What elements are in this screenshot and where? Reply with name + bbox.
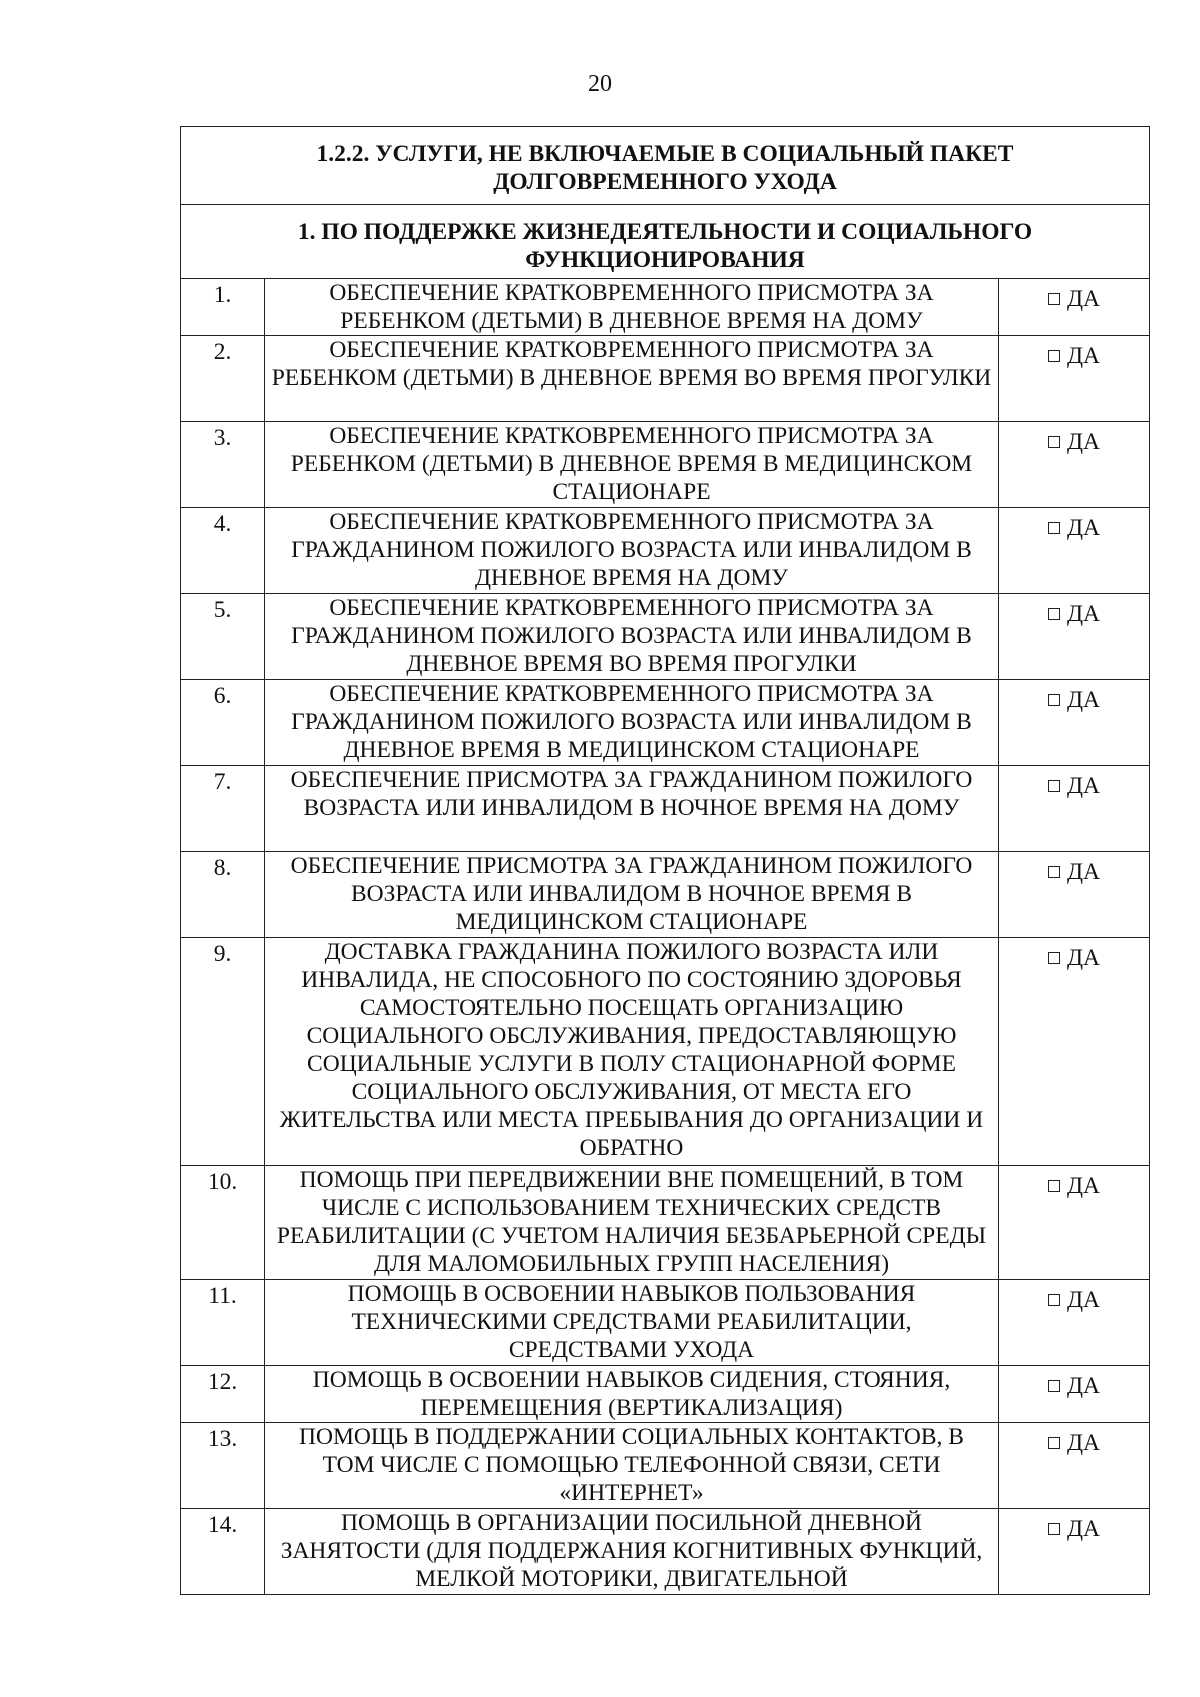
- answer-label: ДА: [1066, 1516, 1100, 1542]
- checkbox-icon[interactable]: [1048, 952, 1060, 964]
- checkbox-icon[interactable]: [1048, 866, 1060, 878]
- answer-cell: [999, 1423, 1150, 1509]
- checkbox-icon[interactable]: [1048, 1294, 1060, 1306]
- row-number: 4.: [181, 508, 265, 594]
- answer-cell: [999, 938, 1150, 1166]
- table-row: [181, 852, 1150, 938]
- checkbox-icon[interactable]: [1048, 293, 1060, 305]
- answer-label: ДА: [1066, 1287, 1100, 1313]
- page-number: 20: [588, 71, 612, 97]
- row-number: 9.: [181, 938, 265, 1166]
- answer-cell: [999, 336, 1150, 422]
- checkbox-icon[interactable]: [1048, 350, 1060, 362]
- row-number: 14.: [181, 1509, 265, 1595]
- service-name: ОБЕСПЕЧЕНИЕ КРАТКОВРЕМЕННОГО ПРИСМОТРА ЗА РЕБЕНКОМ (ДЕТЬМИ) В ДНЕВНОЕ ВРЕМЯ ВО ВРЕМЯ ПРОГУЛКИ: [265, 336, 999, 422]
- service-name: ПОМОЩЬ В ОСВОЕНИИ НАВЫКОВ ПОЛЬЗОВАНИЯ ТЕХНИЧЕСКИМИ СРЕДСТВАМИ РЕАБИЛИТАЦИИ, СРЕДСТВАМИ УХОДА: [265, 1280, 999, 1366]
- answer-label: ДА: [1066, 429, 1100, 455]
- service-name: ОБЕСПЕЧЕНИЕ КРАТКОВРЕМЕННОГО ПРИСМОТРА ЗА РЕБЕНКОМ (ДЕТЬМИ) В ДНЕВНОЕ ВРЕМЯ В МЕДИЦИНСКОМ СТАЦИОНАРЕ: [265, 422, 999, 508]
- answer-cell: [999, 422, 1150, 508]
- answer-label: ДА: [1066, 1430, 1100, 1456]
- table-row: [181, 1509, 1150, 1595]
- answer-label: ДА: [1066, 859, 1100, 885]
- checkbox-icon[interactable]: [1048, 1380, 1060, 1392]
- checkbox-icon[interactable]: [1048, 694, 1060, 706]
- row-number: 11.: [181, 1280, 265, 1366]
- service-name: ОБЕСПЕЧЕНИЕ ПРИСМОТРА ЗА ГРАЖДАНИНОМ ПОЖИЛОГО ВОЗРАСТА ИЛИ ИНВАЛИДОМ В НОЧНОЕ ВРЕМЯ В МЕДИЦИНСКОМ СТАЦИОНАРЕ: [265, 852, 999, 938]
- table-row: [181, 680, 1150, 766]
- checkbox-icon[interactable]: [1048, 522, 1060, 534]
- checkbox-icon[interactable]: [1048, 780, 1060, 792]
- checkbox-icon[interactable]: [1048, 608, 1060, 620]
- table-row: [181, 422, 1150, 508]
- answer-cell: [999, 279, 1150, 336]
- row-number: 1.: [181, 279, 265, 336]
- table-row: [181, 1366, 1150, 1423]
- service-name: ОБЕСПЕЧЕНИЕ КРАТКОВРЕМЕННОГО ПРИСМОТРА ЗА РЕБЕНКОМ (ДЕТЬМИ) В ДНЕВНОЕ ВРЕМЯ НА ДОМУ: [265, 279, 999, 336]
- service-name: ОБЕСПЕЧЕНИЕ КРАТКОВРЕМЕННОГО ПРИСМОТРА ЗА ГРАЖДАНИНОМ ПОЖИЛОГО ВОЗРАСТА ИЛИ ИНВАЛИДОМ В ДНЕВНОЕ ВРЕМЯ ВО ВРЕМЯ ПРОГУЛКИ: [265, 594, 999, 680]
- table-heading: 1.2.2. УСЛУГИ, НЕ ВКЛЮЧАЕМЫЕ В СОЦИАЛЬНЫЙ ПАКЕТ ДОЛГОВРЕМЕННОГО УХОДА: [181, 127, 1150, 205]
- row-number: 10.: [181, 1166, 265, 1280]
- service-name: ПОМОЩЬ В ПОДДЕРЖАНИИ СОЦИАЛЬНЫХ КОНТАКТОВ, В ТОМ ЧИСЛЕ С ПОМОЩЬЮ ТЕЛЕФОННОЙ СВЯЗИ, СЕТИ «ИНТЕРНЕТ»: [265, 1423, 999, 1509]
- answer-cell: [999, 1366, 1150, 1423]
- answer-label: ДА: [1066, 515, 1100, 541]
- table-row: [181, 508, 1150, 594]
- service-name: ОБЕСПЕЧЕНИЕ КРАТКОВРЕМЕННОГО ПРИСМОТРА ЗА ГРАЖДАНИНОМ ПОЖИЛОГО ВОЗРАСТА ИЛИ ИНВАЛИДОМ В ДНЕВНОЕ ВРЕМЯ НА ДОМУ: [265, 508, 999, 594]
- service-name: ОБЕСПЕЧЕНИЕ ПРИСМОТРА ЗА ГРАЖДАНИНОМ ПОЖИЛОГО ВОЗРАСТА ИЛИ ИНВАЛИДОМ В НОЧНОЕ ВРЕМЯ НА ДОМУ: [265, 766, 999, 852]
- checkbox-icon[interactable]: [1048, 436, 1060, 448]
- table-row: [181, 766, 1150, 852]
- row-number: 2.: [181, 336, 265, 422]
- service-name: ПОМОЩЬ ПРИ ПЕРЕДВИЖЕНИИ ВНЕ ПОМЕЩЕНИЙ, В ТОМ ЧИСЛЕ С ИСПОЛЬЗОВАНИЕМ ТЕХНИЧЕСКИХ СРЕДСТВ РЕАБИЛИТАЦИИ (С УЧЕТОМ НАЛИЧИЯ БЕЗБАРЬЕРНОЙ СРЕДЫ ДЛЯ МАЛОМОБИЛЬНЫХ ГРУПП НАСЕЛЕНИЯ): [265, 1166, 999, 1280]
- answer-label: ДА: [1066, 945, 1100, 971]
- table-row: [181, 594, 1150, 680]
- service-name: ПОМОЩЬ В ОРГАНИЗАЦИИ ПОСИЛЬНОЙ ДНЕВНОЙ ЗАНЯТОСТИ (ДЛЯ ПОДДЕРЖАНИЯ КОГНИТИВНЫХ ФУНКЦИЙ, МЕЛКОЙ МОТОРИКИ, ДВИГАТЕЛЬНОЙ: [265, 1509, 999, 1595]
- service-name: ДОСТАВКА ГРАЖДАНИНА ПОЖИЛОГО ВОЗРАСТА ИЛИ ИНВАЛИДА, НЕ СПОСОБНОГО ПО СОСТОЯНИЮ ЗДОРОВЬЯ САМОСТОЯТЕЛЬНО ПОСЕЩАТЬ ОРГАНИЗАЦИЮ СОЦИАЛЬНОГО ОБСЛУЖИВАНИЯ, ПРЕДОСТАВЛЯЮЩУЮ СОЦИАЛЬНЫЕ УСЛУГИ В ПОЛУ СТАЦИОНАРНОЙ ФОРМЕ СОЦИАЛЬНОГО ОБСЛУЖИВАНИЯ, ОТ МЕСТА ЕГО ЖИТЕЛЬСТВА ИЛИ МЕСТА ПРЕБЫВАНИЯ ДО ОРГАНИЗАЦИИ И ОБРАТНО: [265, 938, 999, 1166]
- checkbox-icon[interactable]: [1048, 1437, 1060, 1449]
- answer-cell: [999, 680, 1150, 766]
- answer-cell: [999, 852, 1150, 938]
- answer-label: ДА: [1066, 687, 1100, 713]
- row-number: 3.: [181, 422, 265, 508]
- answer-cell: [999, 766, 1150, 852]
- row-number: 8.: [181, 852, 265, 938]
- row-number: 7.: [181, 766, 265, 852]
- answer-label: ДА: [1066, 343, 1100, 369]
- answer-cell: [999, 1280, 1150, 1366]
- section-heading: 1. ПО ПОДДЕРЖКЕ ЖИЗНЕДЕЯТЕЛЬНОСТИ И СОЦИАЛЬНОГО ФУНКЦИОНИРОВАНИЯ: [181, 205, 1150, 279]
- table-row: [181, 938, 1150, 1166]
- answer-label: ДА: [1066, 773, 1100, 799]
- answer-cell: [999, 508, 1150, 594]
- answer-cell: [999, 1509, 1150, 1595]
- answer-label: ДА: [1066, 601, 1100, 627]
- table-row: [181, 1166, 1150, 1280]
- answer-label: ДА: [1066, 1173, 1100, 1199]
- answer-cell: [999, 594, 1150, 680]
- table-heading-row: [181, 127, 1150, 205]
- row-number: 13.: [181, 1423, 265, 1509]
- table-row: [181, 279, 1150, 336]
- answer-label: ДА: [1066, 286, 1100, 312]
- table-row: [181, 1423, 1150, 1509]
- answer-label: ДА: [1066, 1373, 1100, 1399]
- checkbox-icon[interactable]: [1048, 1523, 1060, 1535]
- answer-cell: [999, 1166, 1150, 1280]
- service-name: ОБЕСПЕЧЕНИЕ КРАТКОВРЕМЕННОГО ПРИСМОТРА ЗА ГРАЖДАНИНОМ ПОЖИЛОГО ВОЗРАСТА ИЛИ ИНВАЛИДОМ В ДНЕВНОЕ ВРЕМЯ В МЕДИЦИНСКОМ СТАЦИОНАРЕ: [265, 680, 999, 766]
- table-row: [181, 336, 1150, 422]
- checkbox-icon[interactable]: [1048, 1180, 1060, 1192]
- table-row: [181, 1280, 1150, 1366]
- services-table: [180, 126, 1150, 1595]
- section-heading-row: [181, 205, 1150, 279]
- service-name: ПОМОЩЬ В ОСВОЕНИИ НАВЫКОВ СИДЕНИЯ, СТОЯНИЯ, ПЕРЕМЕЩЕНИЯ (ВЕРТИКАЛИЗАЦИЯ): [265, 1366, 999, 1423]
- row-number: 5.: [181, 594, 265, 680]
- row-number: 6.: [181, 680, 265, 766]
- row-number: 12.: [181, 1366, 265, 1423]
